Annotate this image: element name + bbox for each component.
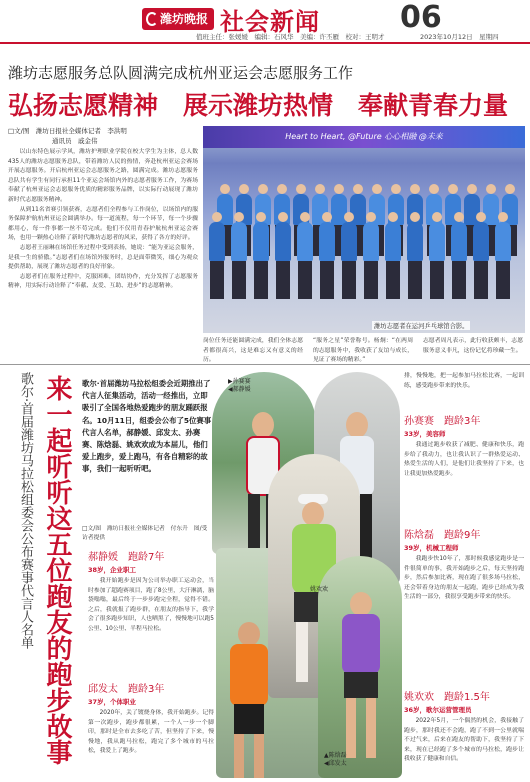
photo-label: ▶孙赛赛 ◀郝静媛 [228,378,251,393]
volunteer-body [209,222,225,261]
volunteer-head [366,212,376,222]
runner-story: 我开始跑步是因为公司举办职工运动会，当时参加了超跑赛项目，跑了8公里，大汗淋漓，脑袋嗡嗡，最后终于一步步跑完全程，觉得不错。之后，我就报了跑步群，在朋友的指导下，我学会了很多跑步知识，人也晒黑了，慢慢地可以跑5公里、10公里、半程马拉松。 [88,578,214,632]
volunteer-legs [474,261,488,300]
runner-section [404,412,524,479]
runner-section [404,526,524,603]
runner-name: 郝静媛 [88,552,118,563]
volunteer-legs [496,261,510,300]
feature-byline: □文/图 潍坊日报社全媒体记者 付东升 图/受访者提供 [82,526,208,541]
volunteer-body [297,222,313,261]
article-paragraph: 以山东特色展示学风，潍坊护理职业学院在校大学生为主体，总人数435人的潍坊志愿服务总队，带着潍坊人民的热情，奔赴杭州亚运会赛场开展志愿服务。开启杭州亚运会志愿服务之路，圆满完成。潍坊志愿服务总队共有学生有同行承担11个亚运会场馆内外的志愿者服务工作，为赛场奉献了杭州亚运会志愿服务优质的精彩服务品牌，以实际行动展现了潍坊新时代志愿服务精神。 [8,149,198,203]
volunteer-body [407,222,423,261]
volunteer-legs [210,261,224,300]
runner-continued-text: 排，慢慢地，把一起参加马拉松比赛，一起训练，感受跑步带来的快乐。 [404,373,524,389]
page-number: 06 [400,0,442,35]
volunteer-head [486,184,496,194]
volunteer-head [353,184,363,194]
runner-heading [404,412,524,427]
runner-meta: 37岁，个体职业 [88,698,137,706]
runner-story: 2020年，关了镀烧身体，我开始跑步。记得第一次跑步，跑步都很累，一个人一步一个脚印，那时是全市去多吃了苦，但坚持了下来，慢慢地，我从跑马拉松，跑完了多个城市的马拉松，我爱上了跑步。 [88,710,214,755]
runner-years: 跑龄9年 [444,530,481,541]
runner-years: 跑龄1.5年 [444,692,490,703]
runner-photo-yao [318,556,402,778]
volunteer-head [300,212,310,222]
runner-meta: 38岁，企业职工 [88,566,137,574]
volunteer-body [341,222,357,261]
volunteer-head [234,212,244,222]
main-headline: 弘扬志愿精神 展示潍坊热情 奉献青春力量 [8,91,509,120]
volunteer-legs [364,261,378,300]
article-paragraph: 从到11名省赛引领获赛，志愿者们全程参与工作岗位，以场馆内的服务保障护航杭州亚运会圆满举办。每一道流程，每一个环节，每一个步骤都用心，每一件事都一丝不苟完成。他们不仅用青春护航杭州亚运会赛场，也用一颗热心诠释了新时代潍坊志愿者的风采，获得了各方的好评。 [8,206,198,242]
runner-story: 2022年5月，一个偶然的机会，我接触了跑步，那时我还不会跑，跑了不到一公里就喘不过气来，后来在跑友的帮助下，我坚持了下来，现在已经跑了多个城市的马拉松，跑步让我收获了健康和自信。 [404,718,524,763]
volunteer-head [296,184,306,194]
photo-caption: 潍坊志愿者在运河乒乓球馆合影。 [374,323,469,330]
volunteer-head [467,184,477,194]
continuation-column: 岗位任务还能圆满完成，我们全体志愿者都很高兴，这是难忘又有意义的经历。 [203,338,303,364]
runner-meta: 33岁，美容师 [404,430,446,438]
volunteer-head [258,184,268,194]
runner-heading [404,688,524,703]
volunteer-body [385,222,401,261]
volunteer-head [239,184,249,194]
runner-name: 孙赛赛 [404,416,434,427]
article-paragraph: 志愿者们在服务过程中，克服困难，团结协作，充分发挥了志愿服务精神，用实际行动诠释了“奉献、友爱、互助、进步”的志愿精神。 [8,273,198,290]
volunteer-head [410,212,420,222]
volunteer-head [256,212,266,222]
article-byline [8,126,198,146]
photo-label: 姚欢欢 [310,586,329,593]
volunteer-legs [430,261,444,300]
volunteer-legs [298,261,312,300]
section-divider [0,364,530,365]
volunteer-head [334,184,344,194]
volunteer-head [212,212,222,222]
volunteer-head [388,212,398,222]
volunteer-legs [386,261,400,300]
photo-banner: Heart to Heart, @Future 心心相融 @未来 [203,126,525,148]
volunteer-head [220,184,230,194]
runner-years: 跑龄7年 [128,552,165,563]
runner-name: 姚欢欢 [404,692,434,703]
volunteer-head [322,212,332,222]
volunteer-body [483,194,499,225]
date-line: 2023年10月12日 星期四 [420,33,499,41]
volunteer-legs [276,261,290,300]
feature-headline: 来一起听听这五位跑友的跑步故事 [42,375,72,765]
editors-line: 值班主任：张媛媛 编辑：石风华 美编：许丕雁 校对：王明才 [196,33,385,41]
volunteer-legs [342,261,356,300]
volunteer-head [432,212,442,222]
volunteer-body [319,222,335,261]
feature-kicker: 歌尔·首届潍坊马拉松组委会公布赛事代言人名单 [18,372,33,650]
volunteer-legs [408,261,422,300]
logo-swoosh-icon [146,12,158,26]
volunteer-head [429,184,439,194]
top-rule [0,42,530,44]
runner-heading [404,526,524,541]
volunteer-body [275,222,291,261]
volunteer-body [473,222,489,261]
volunteer-legs [232,261,246,300]
volunteer-legs [254,261,268,300]
article-body [8,148,198,292]
runner-heading [88,548,214,563]
feature-intro: 歌尔·首届潍坊马拉松组委会近期推出了代言人征集活动，活动一经推出，立即吸引了全国各地热爱跑步的朋友踊跃报名。10月11日，组委会公布了5位赛事代言人名单，郝静媛、邱发太、孙赛赛、陈焓磊、姚欢欢成为本届儿，他们爱上跑步，爱上跑马，有各自精彩的故事，我们一起听听吧。 [82,379,212,474]
runner-section [88,548,214,635]
runner-section [404,688,524,765]
runner-years: 跑龄3年 [444,416,481,427]
volunteer-head [344,212,354,222]
volunteer-body [429,222,445,261]
runner-name: 陈焓磊 [404,530,434,541]
volunteer-body [231,222,247,261]
runner-meta: 39岁，机械工程师 [404,544,459,552]
volunteer-body [451,222,467,261]
volunteer-legs [452,261,466,300]
volunteer-legs [320,261,334,300]
section-title: 社会新闻 [220,7,320,36]
volunteer-body [253,222,269,261]
article-paragraph: 志愿者王丽琳在场馆任务过程中受到表扬，她说：“能为亚运会服务，是我一生的骄傲。”志愿者们在场馆外服务时，总是面带微笑，细心为观众提供帮助，展现了潍坊志愿者的良好形象。 [8,244,198,271]
volunteer-body [363,222,379,261]
masthead [0,0,530,40]
runner-heading [88,680,214,695]
runner-meta: 36岁，歌尔运营管理员 [404,706,472,714]
volunteer-head [277,184,287,194]
photo-label: ▲陈焓磊 ◀邱发太 [324,752,347,767]
newspaper-logo [142,8,214,30]
volunteer-head [476,212,486,222]
volunteer-head [391,184,401,194]
volunteer-head [372,184,382,194]
volunteer-head [498,212,508,222]
runner-name: 邱发太 [88,684,118,695]
volunteer-head [315,184,325,194]
volunteer-head [448,184,458,194]
volunteer-head [505,184,515,194]
runner-story: 我跑步快10年了，那时候我感觉跑步是一件很简单的事，我开始跑步之后，每天坚持跑步，然后参加比赛，现在跑了很多场马拉松，还会带着身边的朋友一起跑，跑步已经成为我生活的一部分，我很享受跑步带来的快乐。 [404,556,524,601]
byline-correspondent: 通讯员 戚金伟 [52,137,98,145]
continuation-column: 志愿者周凡表示，此行收获颇丰，志愿服务意义非凡，这份记忆将珍藏一生。 [423,338,523,354]
runner-years: 跑龄3年 [128,684,165,695]
volunteer-head [278,212,288,222]
subheadline: 潍坊志愿服务总队圆满完成杭州亚运会志愿服务工作 [8,64,354,82]
volunteer-head [454,212,464,222]
runner-story: 我通过跑步收获了减肥、健康和快乐，跑步给了我动力，也让我认识了一群热爱运动、热爱生活的人们，是他们让我坚持了下来，也让我更加热爱跑步。 [404,442,524,477]
continuation-column: “服务之星”荣誉称号。杨炯：“在两周的志愿服务中，我收获了友谊与成长，见证了赛场的精彩。” [313,338,413,364]
volunteer-group-photo [203,126,525,333]
logo-text: 潍坊晚报 [160,12,209,26]
volunteer-body [495,222,511,261]
byline-reporter: □文/图 潍坊日报社全媒体记者 李洪明 [8,127,127,135]
runner-section [88,680,214,757]
volunteer-head [410,184,420,194]
